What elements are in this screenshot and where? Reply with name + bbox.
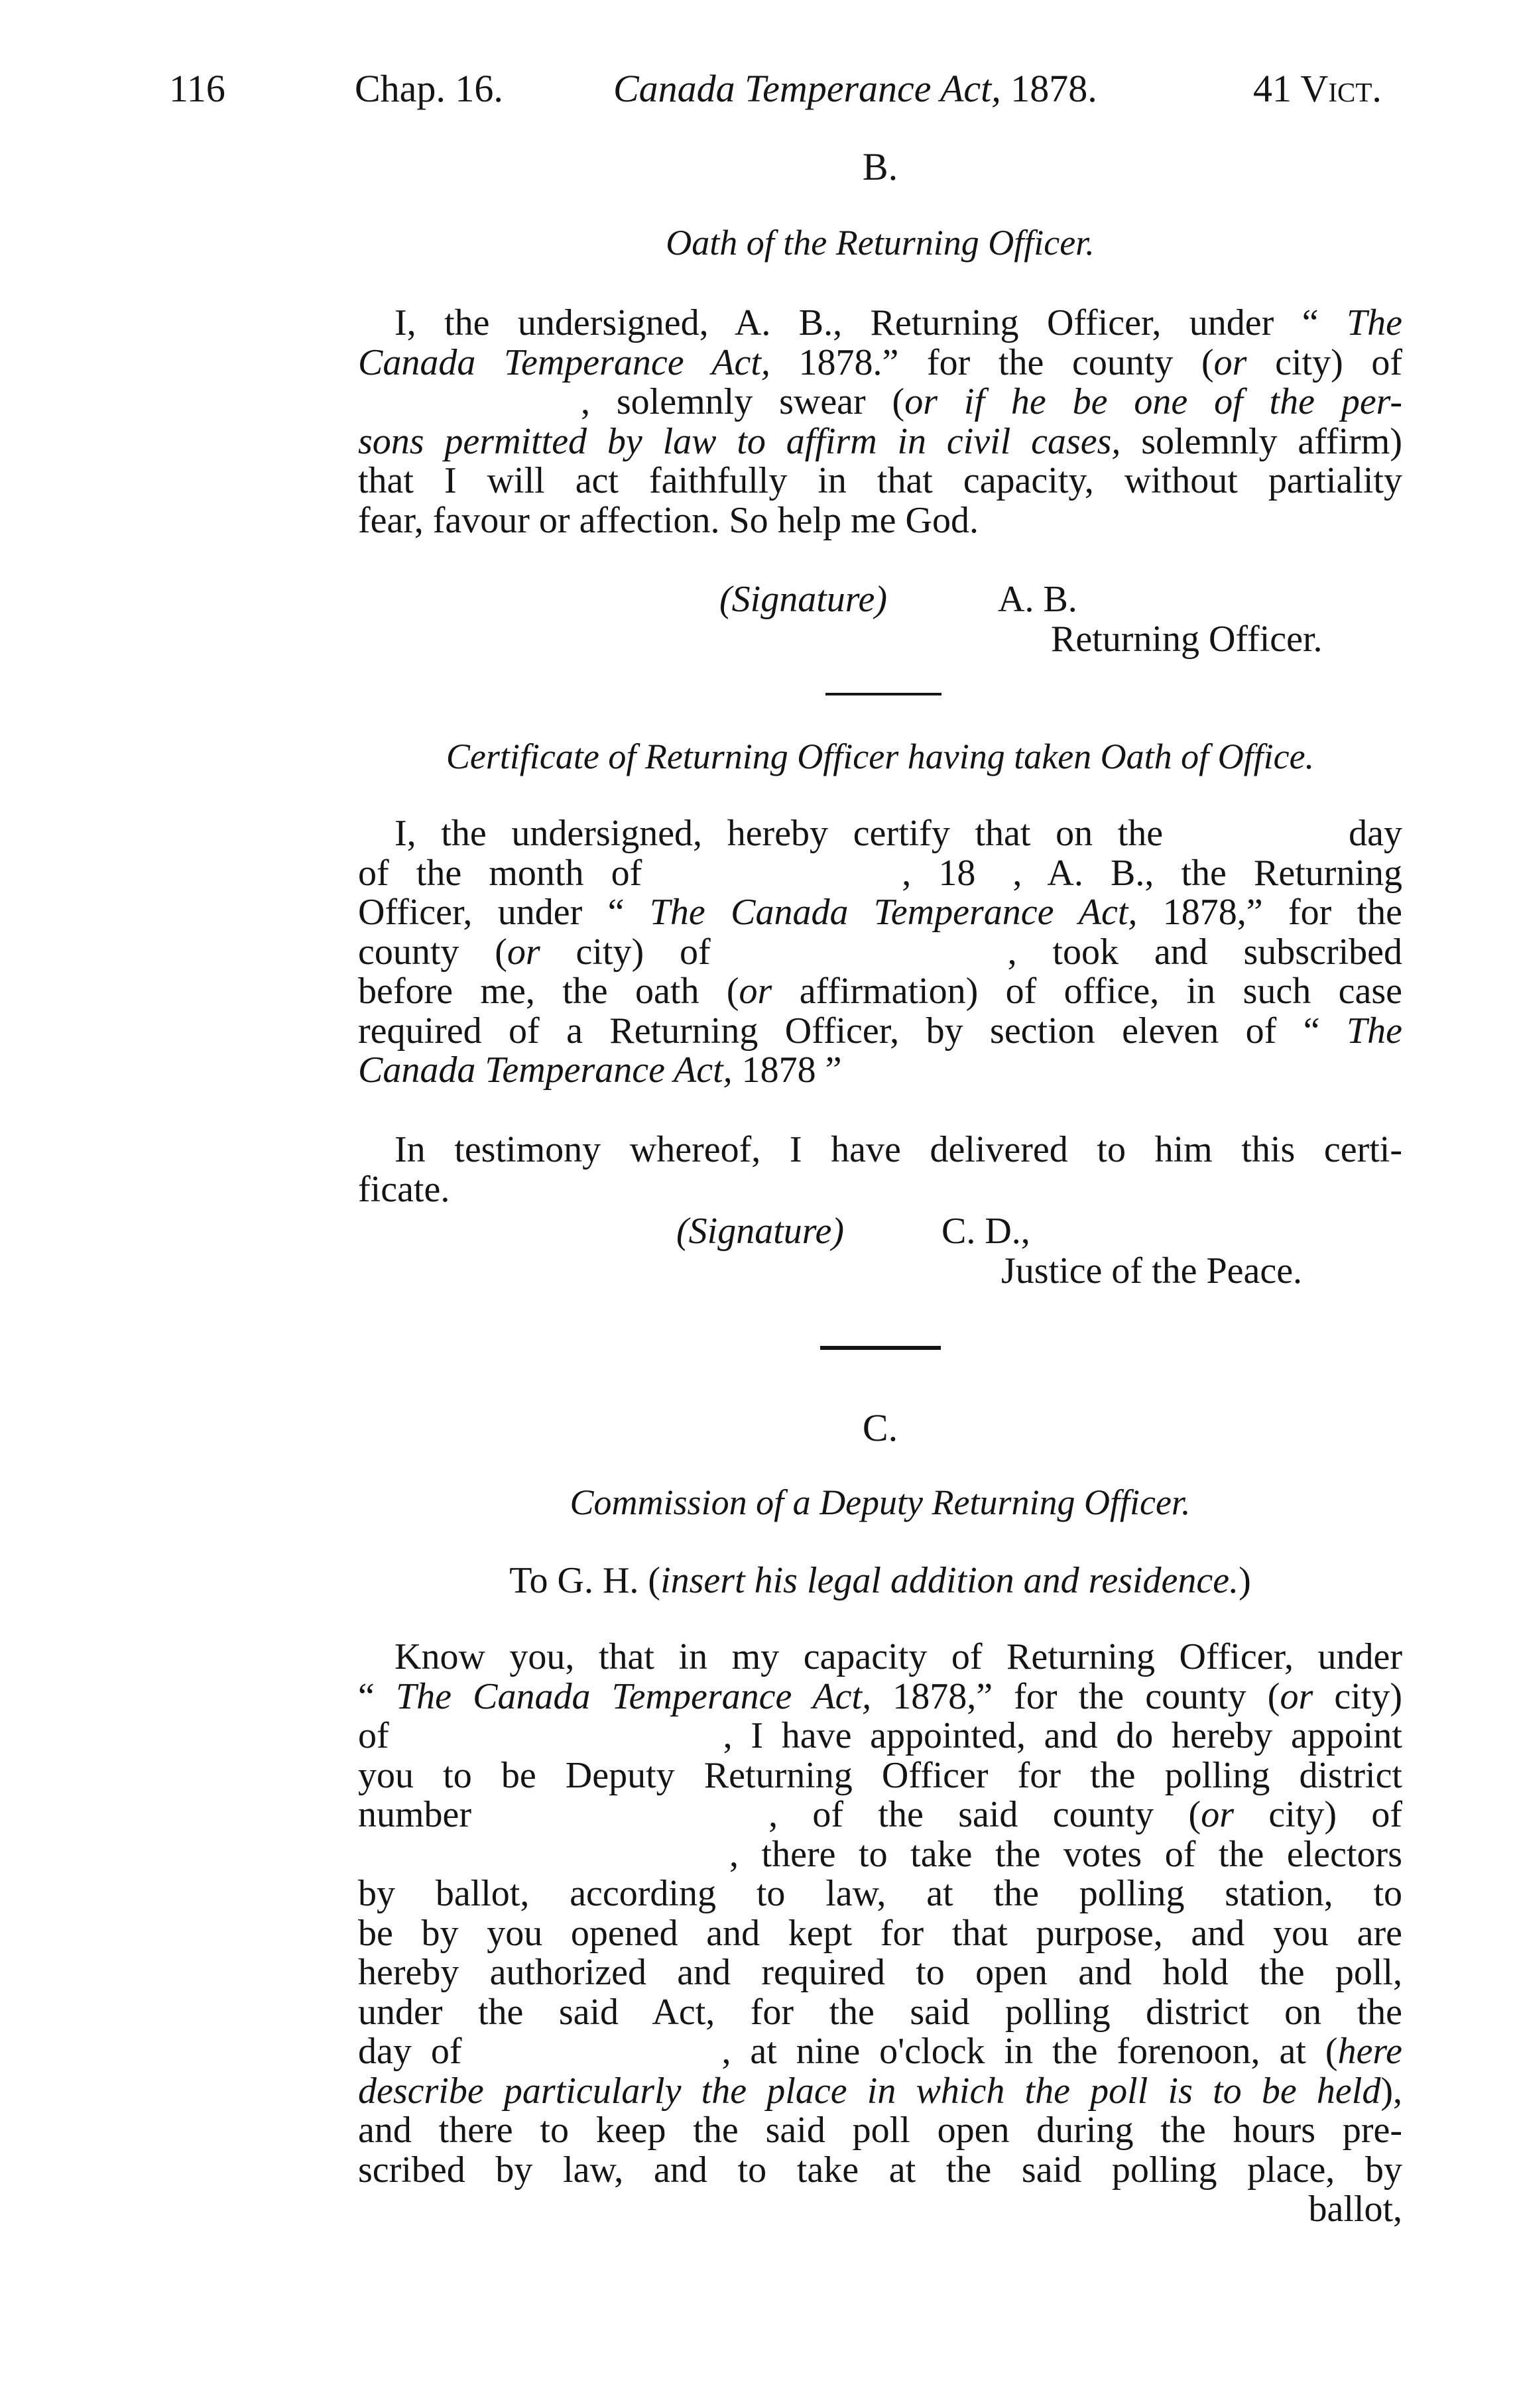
text-run: city) of , took and subscribed	[540, 932, 1402, 972]
text-run: , solemnly swear (	[358, 383, 905, 422]
text-line	[358, 1874, 1402, 1914]
text-run: that I will act faithfully in that capacity, without partiality	[358, 461, 1402, 501]
section-divider	[825, 693, 941, 695]
text-run: solemnly affirm)	[1121, 422, 1402, 461]
text-run: 1878,” for the	[1137, 893, 1402, 933]
italic-run: or if he be one of the per-	[904, 383, 1402, 422]
text-line	[358, 2111, 1402, 2151]
oath-paragraph	[358, 304, 1402, 540]
text-line	[358, 2072, 1402, 2112]
text-run: you to be Deputy Returning Officer for the polling district	[358, 1756, 1402, 1795]
certificate-paragraph	[358, 814, 1402, 1091]
text-line	[358, 383, 1402, 422]
text-run: affirmation) of office, in such case	[772, 972, 1402, 1012]
text-line	[358, 2151, 1402, 2191]
text-line	[358, 1953, 1402, 1993]
text-run: fear, favour or affection. So help me God.	[358, 501, 979, 540]
italic-run: insert his legal addition and residence.	[660, 1560, 1239, 1601]
text-line	[358, 422, 1402, 462]
text-run: To G. H. (	[509, 1560, 661, 1601]
testimony-paragraph	[358, 1130, 1402, 1209]
schedule-letter-b: B.	[862, 145, 898, 188]
text-run: ),	[1380, 2071, 1402, 2111]
text-run: I, the undersigned, hereby certify that on the day	[394, 814, 1402, 854]
italic-run: or	[1213, 343, 1247, 383]
text-line	[358, 304, 1402, 343]
schedule-divider	[820, 1346, 941, 1350]
text-run: hereby authorized and required to open and hold the poll,	[358, 1953, 1402, 1993]
commission-paragraph	[358, 1638, 1402, 2230]
text-run: Officer, under “	[358, 893, 650, 933]
italic-run: sons permitted by law to affirm in civil cases,	[358, 422, 1121, 461]
text-line	[358, 1170, 1402, 1210]
oath-signature-label: (Signature)	[719, 579, 887, 620]
text-run: 1878.” for the county (	[770, 343, 1214, 383]
text-run: 1878,” for the county (	[871, 1677, 1280, 1716]
text-line	[358, 2032, 1402, 2072]
text-run: , there to take the votes of the electors	[358, 1835, 1402, 1874]
text-run: and there to keep the said poll open during the hours pre-	[358, 2111, 1402, 2151]
text-run: 1878 ”	[732, 1051, 842, 1091]
italic-run: describe particularly the place in which the poll is to be held	[358, 2071, 1381, 2111]
text-run: day of , at nine o'clock in the forenoon, at (	[358, 2032, 1338, 2072]
text-line	[358, 1012, 1402, 1052]
text-run: city) of	[1246, 343, 1402, 383]
text-line	[358, 1756, 1402, 1796]
text-line	[358, 1677, 1402, 1717]
text-line	[358, 933, 1402, 973]
text-run: under the said Act, for the said polling district on the	[358, 1992, 1402, 2032]
text-run: county (	[358, 932, 507, 972]
text-line	[358, 814, 1402, 854]
italic-run: or	[1280, 1677, 1313, 1716]
text-line	[358, 1130, 1402, 1170]
regnal-year: 41 Vict.	[1253, 67, 1382, 110]
italic-run: The Canada Temperance Act,	[649, 893, 1138, 933]
text-line	[358, 1993, 1402, 2033]
text-line	[358, 1835, 1402, 1875]
text-line	[358, 2190, 1402, 2230]
italic-run: or	[739, 972, 772, 1012]
italic-run: The	[1347, 1011, 1402, 1051]
text-run: )	[1239, 1560, 1251, 1601]
text-line	[358, 461, 1402, 501]
italic-run: or	[507, 932, 540, 972]
act-title: Canada Temperance Act,	[613, 67, 1001, 110]
text-run: by ballot, according to law, at the polling station, to	[358, 1874, 1402, 1914]
text-run: ballot,	[1308, 2190, 1402, 2230]
text-run: required of a Returning Officer, by section eleven of “	[358, 1011, 1347, 1051]
text-run: I, the undersigned, A. B., Returning Officer, under “	[394, 304, 1347, 343]
text-line	[358, 972, 1402, 1012]
italic-run: Canada Temperance Act,	[358, 1051, 733, 1091]
text-run: Know you, that in my capacity of Returning Officer, under	[394, 1638, 1402, 1677]
cert-signature-label: (Signature)	[676, 1211, 844, 1252]
text-run: be by you opened and kept for that purpose, and you are	[358, 1913, 1402, 1953]
chapter-label: Chap. 16.	[355, 67, 503, 110]
italic-run: The Canada Temperance Act,	[396, 1677, 872, 1716]
text-run: ficate.	[358, 1170, 450, 1209]
oath-signer-title: Returning Officer.	[1051, 619, 1323, 660]
text-line	[358, 1914, 1402, 1954]
text-run: of the month of , 18 , A. B., the Returning	[358, 853, 1402, 893]
text-line	[358, 854, 1402, 894]
text-run: In testimony whereof, I have delivered to him this certi-	[394, 1130, 1402, 1170]
text-run: “	[358, 1677, 396, 1716]
running-title	[613, 66, 1097, 111]
text-run: scribed by law, and to take at the said polling place, by	[358, 2150, 1402, 2190]
text-run: number , of the said county (	[358, 1795, 1201, 1835]
schedule-letter-c: C.	[862, 1406, 898, 1449]
page-number: 116	[169, 67, 225, 110]
oath-signer: A. B.	[998, 579, 1077, 620]
oath-heading: Oath of the Returning Officer.	[666, 223, 1095, 263]
italic-run: here	[1337, 2032, 1402, 2072]
text-run: city) of	[1234, 1795, 1402, 1835]
text-run: city)	[1313, 1677, 1402, 1716]
act-year: 1878.	[1010, 67, 1097, 110]
commission-addressee	[358, 1559, 1402, 1602]
text-line	[358, 1795, 1402, 1835]
italic-run: or	[1201, 1795, 1234, 1835]
italic-run: The	[1347, 304, 1402, 343]
text-run: before me, the oath (	[358, 972, 739, 1012]
commission-heading: Commission of a Deputy Returning Officer.	[570, 1482, 1191, 1522]
cert-signer-title: Justice of the Peace.	[1001, 1250, 1303, 1292]
text-line	[358, 1716, 1402, 1756]
text-line	[358, 1051, 1402, 1091]
certificate-heading: Certificate of Returning Officer having taken Oath of Office.	[446, 737, 1315, 776]
text-line	[358, 893, 1402, 933]
text-line	[358, 343, 1402, 383]
cert-signer: C. D.,	[941, 1211, 1030, 1252]
italic-run: Canada Temperance Act,	[358, 343, 770, 383]
text-line	[358, 501, 1402, 541]
text-line	[358, 1638, 1402, 1677]
text-run: of , I have appointed, and do hereby appoint	[358, 1716, 1402, 1756]
